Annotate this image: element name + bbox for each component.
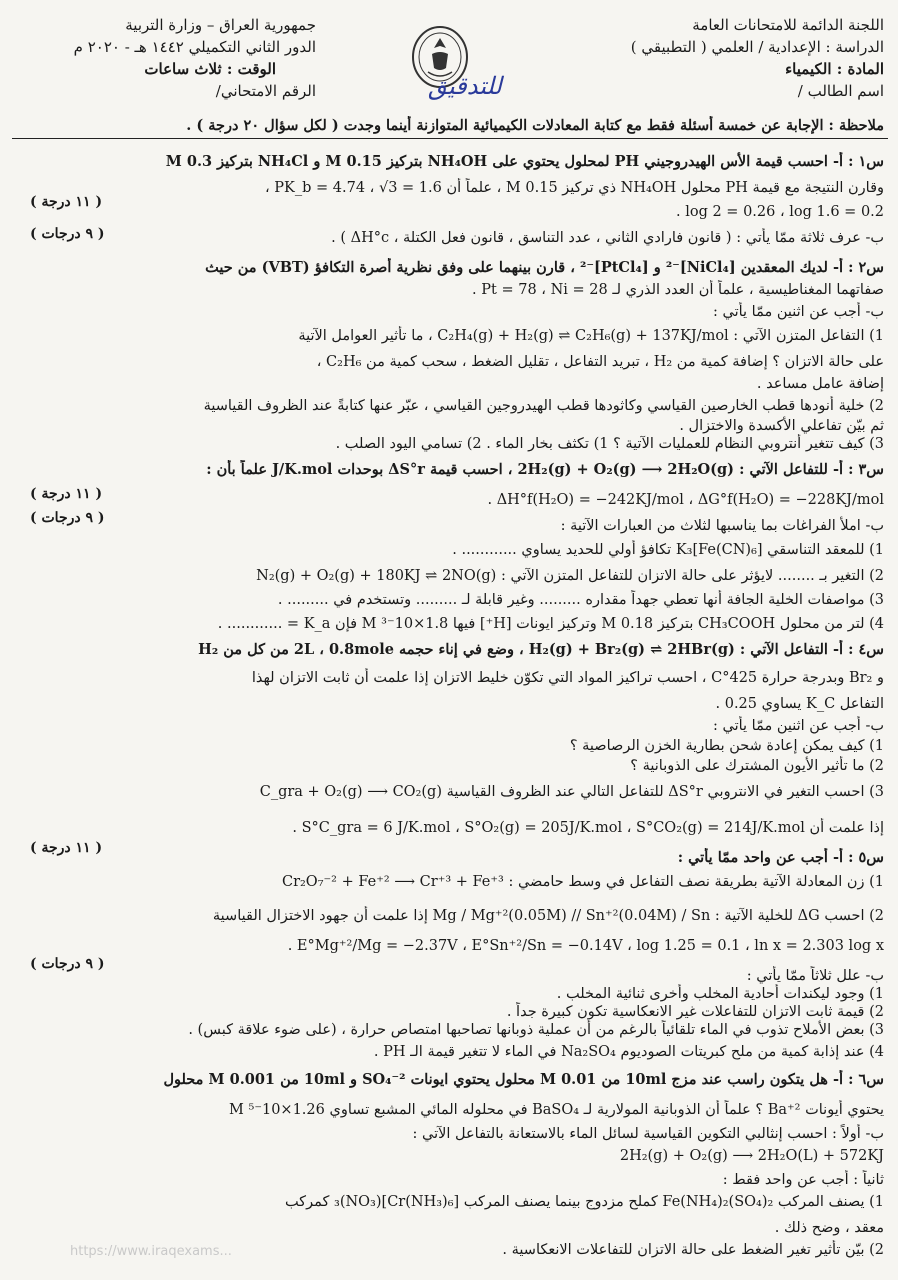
- question-line: و Br₂ وبدرجة حرارة 425°C ، احسب تراكيز المواد التي تكوّن خليط الاتزان إذا علمت أن ثابت الاتزان لهذا: [251, 670, 884, 686]
- question-line: س٥ : أ- أجب عن واحد ممّا يأتي :: [677, 849, 884, 866]
- marks-label: ( ٩ درجات ): [30, 510, 105, 526]
- question-line: 3) بعض الأملاح تذوب في الماء تلقائياً بالرغم من أن عملية ذوبانها تصاحبها امتصاص حرارة ، (على ضوء علاقة كبس) .: [188, 1022, 884, 1038]
- question-line: ب- أجب عن اثنين ممّا يأتي :: [712, 304, 884, 320]
- question-line: ب- املأ الفراغات بما يناسبها لثلاث من العبارات الآتية :: [560, 518, 884, 534]
- header-committee: اللجنة الدائمة للامتحانات العامة: [692, 16, 884, 34]
- question-line: 1) التفاعل المتزن الآتي : C₂H₄(g) + H₂(g) ⇌ C₂H₆(g) + 137KJ/mol ، ما تأثير العوامل الآتية: [298, 328, 884, 344]
- question-line: 3) كيف تتغير أنتروبي النظام للعمليات الآتية ؟ 1) تكثف بخار الماء . 2) تسامي اليود الصلب .: [335, 436, 884, 452]
- question-line: معقد ، وضح ذلك .: [774, 1220, 884, 1236]
- question-line: صفاتهما المغناطيسية ، علماً أن العدد الذري لـ Pt = 78 ، Ni = 28 .: [472, 282, 884, 298]
- header-round: الدور الثاني التكميلي ١٤٤٢ هـ - ٢٠٢٠ م: [73, 38, 316, 56]
- marks-label: ( ١١ درجة ): [30, 486, 103, 502]
- header-subject: المادة : الكيمياء: [785, 60, 884, 78]
- header-ministry-block: [16, 14, 316, 102]
- marks-label: ( ٩ درجات ): [30, 226, 105, 242]
- question-line: 3) احسب التغير في الانتروبي ΔS°r للتفاعل التالي عند الظروف القياسية C_gra + O₂(g) ⟶ CO₂(g): [259, 784, 884, 800]
- question-line: إضافة عامل مساعد .: [756, 376, 884, 392]
- question-line: ب- أجب عن اثنين ممّا يأتي :: [712, 718, 884, 734]
- header-time: الوقت : ثلاث ساعات: [144, 60, 276, 78]
- question-line: 2) التغير بـ ........ لايؤثر على حالة الاتزان للتفاعل المتزن الآتي : N₂(g) + O₂(g) + 180KJ ⇌ 2NO(g): [256, 568, 884, 584]
- question-line: ثانياً : أجب عن واحد فقط :: [722, 1172, 884, 1188]
- question-line: 1) يصنف المركب Fe(NH₄)₂(SO₄)₂ كملح مزدوج بينما يصنف المركب [Cr(NH₃)₆](NO₃)₃ كمركب: [284, 1194, 884, 1210]
- question-line: وقارن النتيجة مع قيمة PH محلول NH₄OH ذي تركيز 0.15 M ، علماً أن PK_b = 4.74 ، √3 = 1.6 ،: [265, 180, 884, 196]
- watermark-text: https://www.iraqexams...: [70, 1244, 232, 1259]
- question-line: س١ : أ- احسب قيمة الأس الهيدروجيني PH لمحلول يحتوي على NH₄OH بتركيز 0.15 M و NH₄Cl بتركيز 0.3 M: [165, 153, 884, 170]
- question-line: ب- علل ثلاثاً ممّا يأتي :: [746, 968, 884, 984]
- question-line: 2) بيّن تأثير تغير الضغط على حالة الاتزان للتفاعلات الانعكاسية .: [502, 1242, 884, 1258]
- question-line: 1) وجود ليكندات أحادية المخلب وأخرى ثنائية المخلب .: [556, 986, 884, 1002]
- question-line: 2) ما تأثير الأيون المشترك على الذوبانية ؟: [630, 758, 884, 774]
- marks-label: ( ٩ درجات ): [30, 956, 105, 972]
- question-line: log 2 = 0.26 ، log 1.6 = 0.2 .: [676, 204, 884, 220]
- question-line: س٢ : أ- لديك المعقدين [NiCl₄]⁻² و [PtCl₄]⁻² ، قارن بينهما على وفق نظرية أصرة التكافؤ (VBT) من حيث: [205, 259, 884, 276]
- question-line: على حالة الاتزان ؟ إضافة كمية من H₂ ، تبريد التفاعل ، تقليل الضغط ، سحب كمية من C₂H₆ ،: [316, 354, 884, 370]
- question-line: إذا علمت أن S°C_gra = 6 J/K.mol ، S°O₂(g) = 205J/K.mol ، S°CO₂(g) = 214J/K.mol .: [292, 820, 884, 836]
- header-ministry: جمهورية العراق – وزارة التربية: [125, 16, 316, 34]
- question-line: 4) عند إذابة كمية من ملح كبريتات الصوديوم Na₂SO₄ في الماء لا تتغير قيمة الـ PH .: [373, 1044, 884, 1060]
- question-line: س٦ : أ- هل يتكون راسب عند مزج 10ml من 0.01 M محلول يحتوي ايونات SO₄⁻² و 10ml من 0.001 M محلول: [163, 1071, 884, 1088]
- question-line: ΔH°f(H₂O) = −242KJ/mol ، ΔG°f(H₂O) = −228KJ/mol .: [487, 492, 884, 508]
- question-line: 2) قيمة ثابت الاتزان للتفاعلات غير الانعكاسية تكون كبيرة جداً .: [506, 1004, 884, 1020]
- question-line: 1) للمعقد التناسقي K₃[Fe(CN)₆] تكافؤ أولي للحديد يساوي ............ .: [452, 542, 884, 558]
- question-line: ثم بيّن تفاعلي الأكسدة والاختزال .: [679, 418, 884, 434]
- question-line: 2) احسب ΔG للخلية الآتية : Mg / Mg⁺²(0.05M) // Sn⁺²(0.04M) / Sn إذا علمت أن جهود الاختزال القياسية: [212, 908, 884, 924]
- question-line: 4) لتر من محلول CH₃COOH بتركيز 0.18 M وتركيز ايونات [H⁺] فيها 1.8×10⁻³ M فإن K_a = ............ .: [217, 616, 884, 632]
- question-line: التفاعل K_C يساوي 0.25 .: [715, 696, 884, 712]
- header-student-name: اسم الطالب /: [797, 82, 884, 100]
- question-line: س٣ : أ- للتفاعل الآتي : 2H₂(g) + O₂(g) ⟶ 2H₂O(g) ، احسب قيمة ΔS°r بوحدات J/K.mol علماً بأن :: [206, 461, 884, 478]
- question-line: 2) خلية أنودها قطب الخارصين القياسي وكاثودها قطب الهيدروجين القياسي ، عبّر عنها كتابةً عند الظروف القياسية: [203, 398, 884, 414]
- question-line: 3) مواصفات الخلية الجافة أنها تعطي جهداً مقداره ......... وغير قابلة لـ ......... وتستخدم في ......... .: [277, 592, 884, 608]
- header-exam-number: الرقم الامتحاني/: [215, 82, 316, 100]
- question-line: 1) زن المعادلة الآتية بطريقة نصف التفاعل في وسط حامضي : Cr₂O₇⁻² + Fe⁺² ⟶ Cr⁺³ + Fe⁺³: [281, 874, 884, 890]
- header-divider: [12, 138, 888, 139]
- question-line: ب- أولاً : احسب إنثالبي التكوين القياسية لسائل الماء بالاستعانة بالتفاعل الآتي :: [412, 1126, 884, 1142]
- question-line: يحتوي أيونات Ba⁺² ؟ علماً أن الذوبانية المولارية لـ BaSO₄ في محلوله المائي المشبع تساوي 1.26×10⁻⁵ M: [229, 1102, 884, 1118]
- review-stamp: للتدقيق: [428, 72, 502, 100]
- question-line: س٤ : أ- التفاعل الآتي : H₂(g) + Br₂(g) ⇌ 2HBr(g) ، وضع في إناء حجمه 2L ، 0.8mole من كل من H₂: [198, 641, 884, 658]
- marks-label: ( ١١ درجة ): [30, 194, 103, 210]
- question-line: ب- عرف ثلاثة ممّا يأتي : ( قانون فارادي الثاني ، عدد التناسق ، قانون فعل الكتلة ، ΔH°c ) .: [331, 230, 884, 246]
- marks-label: ( ١١ درجة ): [30, 840, 103, 856]
- question-line: 2H₂(g) + O₂(g) ⟶ 2H₂O(L) + 572KJ: [619, 1148, 884, 1164]
- header-study: الدراسة : الإعدادية / العلمي ( التطبيقي ): [630, 38, 884, 56]
- header-committee-block: [631, 14, 884, 102]
- exam-note: ملاحظة : الإجابة عن خمسة أسئلة فقط مع كتابة المعادلات الكيميائية المتوازنة أينما وجدت ( لكل سؤال ٢٠ درجة ) .: [186, 117, 884, 134]
- question-line: 1) كيف يمكن إعادة شحن بطارية الخزن الرصاصية ؟: [569, 738, 884, 754]
- question-line: E°Mg⁺²/Mg = −2.37V ، E°Sn⁺²/Sn = −0.14V ، log 1.25 = 0.1 ، ln x = 2.303 log x .: [287, 938, 884, 954]
